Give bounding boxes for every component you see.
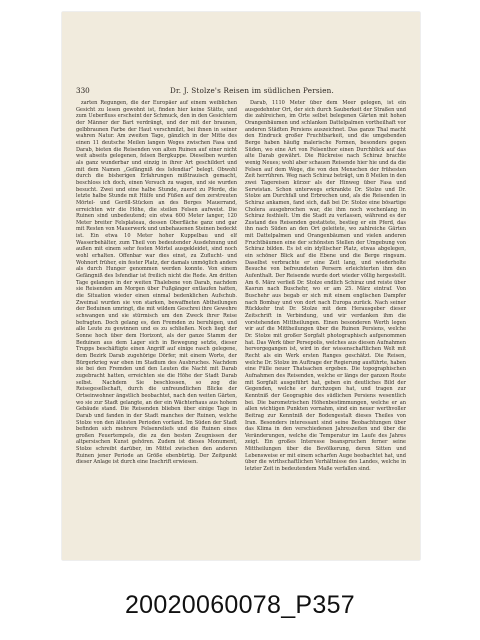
running-head: Dr. J. Stolze's Reisen im südlichen Persien. [169, 85, 334, 95]
page-number: 330 [76, 85, 90, 95]
document-page [62, 12, 420, 560]
left-column-text: zarten Regungen, die der Europäer auf einem weiblichen Gesicht zu lesen gewohnt ist, finden hier keine Stätte, und zum Ueberfluss erscheint der Schmuck, den in den Gesichtern der Männer der Bart verdrängt, und der mit der braunen, gelbbraunen Farbe der Haut verschmilzt, bei ihnen in seiner wahren Natur. Am zweiten Tage, gänzlich in der Mitte des einen 11 deutsche Meilen langen Weges zwischen Fasa und Darab, bieten die Reisenden von alten Ruinen auf einer nicht weit abseits gelegenen, felsen Bergkuppe. Dieselben wurden als ganz wunderbar und einzig in ihrer Art geschildert und mit dem Namen „Gefängniß des Isfendiar“ belegt. Obwohl durch die bisherigen Erfahrungen mißtrauisch gemacht, beschloss ich doch, einen Versuch zu wagen, und sie wurden besucht. Zwei und eine halbe Stunde, zuerst zu Pferde, die letzte halbe Stunde mit Hülfe und Füßen auf den zerstreuten Mörtel- und Geröll-Stücken an des Berges Mauerrand, erreichten wir die Höhe, die steilen Felsen aufweist. Die Ruinen sind unbedeutend; ein etwa 600 Meter langer, 120 Meter breiter Felsplateau, dessen Oberfläche ganz und gar mit Resten von Mauerwerk und unbehauenen Steinen bedeckt ist. Ein etwa 10 Meter hoher Kuppelbau und elf Wasserbehälter, zum Theil von bedeutender Ausdehnung und außen mit einem sehr festen Mörtel ausgekleidet, sind noch wohl erhalten. Offenbar war dies einst, zu Zuflucht- und Wohnort früher, ein fester Platz, der damals unmöglich anders als durch Hunger genommen werden konnte. Von einem Gefängniß des Isfendiar ist freilich nicht die Rede. Am dritten Tage gelangen in der weiten Thalebene von Darab, nachdem sie Reisenden am Morgen über Fußgänger entlaufen hatten, die Situation wieder einen einmal bedenklichen Aufschub. Zweimal wurden sie von starken, bewaffneten Abtheilungen der Beduinen umringt, die mit wildem Geschrei ihre Gewehre schwangen und sie stürmisch um den Zweck ihrer Reise befragten. Doch gelang es, den Fremden zu beruhigen, und alle Leute zu gewinnen und es zu schließen. Noch liegt der Sonne hoch über dem Horizont, als der ganze Stamm der Beduinen aus dem Lager sich in Bewegung setzte, dieser Trupps beschäftigte einen Angriff auf einige rasch gelegene, dem Bezirk Darab zugehörige Dörfer, mit einem Worte, der Bürgerkrieg war eben im Stadium des Ausbruches. Nachdem sie bei den Fremden und den Leuten die Nacht mit Darab zugebracht hatten, erreichten sie die Höhe der Stadt Darab selbst. Nachdem Sie beschlossen, so zog die Reisegesellschaft, durch die unfreundlichen Blicke der Ortseinwohner ängstlich beobachtet, nach den weiten Gärten, wo sie zur Stadt gelangte, an der ein Wächterhaus aus hohem Gebäude stand. Die Reisenden blieben über einige Tage in Darab und fanden in der Stadt manches der Ruinen, welche Stolze von den ältesten Perioden vorfand. Im Süden der Stadt befinden sich mehrere Felsenreliefs und die Ruinen eines großen Feuertempels, die zu den besten Zeugnissen der altpersischen Kunst gehören. Zudem ist dieses Monument, Stolze schreibt darüber, im Mittel zwischen den anderen Ruinen jener Periode an Größe ebenbürtig. Der Zeitpunkt dieser Anlage ist durch eine Inschrift erwiesen. [76, 100, 237, 466]
page-header [76, 84, 406, 96]
text-columns [76, 100, 406, 537]
left-column [76, 100, 237, 537]
right-column [245, 100, 406, 537]
scan-id-caption: 20020060078_P357 [124, 591, 356, 619]
right-column-text: Darab, 1110 Meter über dem Meer gelegen, ist ein ausgedehnter Ort, der sich durch Sauberkeit der Straßen und die zahlreichen, im Orte selbst belegenen Gärten mit hohen Orangenbäumen und schlanken Dattelpalmen vortheilhaft vor anderen Städten Persiens auszeichnet. Das ganze Thal macht den Eindruck großer Fruchtbarkeit, und die umgebenden Berge haben häufig malerische Formen, besonders gegen Süden, wo eine Art von Felsenthor einen Durchblick auf das alte Darab gewährt. Die Rückreise nach Schiraz brachte wenig Neues; wohl aber schauen Reisende hier hie und da die Felsen auf dem Wege, die von den Menschen der frühesten Zeit herrühren. Weg nach Schiraz beträgt, um 8 Meilen in den zwei Tagereisen kürzer als der Hinweg über Fasa und Serwistan. Schon unterwegs erkrankte Dr. Stolze und Dr. Stolze am Durchfall und Erbrechen und, als die Reisenden in Schiraz ankamen, fand sich, daß bei Dr. Stolze eine bösartige Cholera ausgebrochen war, die ihm noch wochenlang in Schiraz festhielt. Um die Stadt zu verlassen, während es der Zustand des Reisenden gestattete, bestieg er ein Pferd, das ihn nach Süden an den Ort geleitete, wo zahlreiche Gärten mit Dattelpalmen und Orangenbäumen und vielen anderen Fruchtbäumen eine der schönsten Stellen der Umgebung von Schiraz bilden. Es ist ein idyllischer Platz, etwas abgelegen, ein schöner Blick auf die Ebene und die Berge ringsum. Daselbst verbrachte er eine Zeit lang, und wiederholte Besuche von befreundeten Persern erleichterten ihm den Aufenthalt. Der Reisende wurde dort wieder völlig hergestellt. Am 6. März verließ Dr. Stolze endlich Schiraz und reiste über Kasrun nach Buschehr, wo er am 25. März eintraf. Von Buschehr aus begab er sich mit einem englischen Dampfer nach Bombay und von dort nach Europa zurück. Nach seiner Rückkehr trat Dr. Stolze mit dem Herausgeber dieser Zeitschrift in Verbindung, und wir verdanken ihm die vorstehenden Mittheilungen. Einen besonderen Werth legen wir auf die Mittheilungen über die Ruinen Persiens, welche Dr. Stolze mit großer Sorgfalt photographisch aufgenommen hat. Das Werk über Persepolis, welches aus diesen Aufnahmen hervorgegangen ist, wird in der wissenschaftlichen Welt mit Recht als ein Werk ersten Ranges geschätzt. Die Reisen, welche Dr. Stolze im Auftrage der Regierung ausführte, haben eine Fülle neuer Thatsachen ergeben. Die topographischen Aufnahmen des Reisenden, welche er längs der ganzen Route mit Sorgfalt ausgeführt hat, geben ein deutliches Bild der Gegenden, welche er durchzogen hat, und tragen zur Kenntniß der Geographie des südlichen Persiens wesentlich bei. Die barometrischen Höhenbestimmungen, welche er an allen wichtigen Punkten vornahm, sind ein neuer werthvoller Beitrag zur Kenntniß der Bodengestalt dieses Theiles von Iran. Besonders interessant sind seine Beobachtungen über das Klima in den verschiedenen Jahreszeiten und über die Veränderungen, welche die Temperatur im Laufe des Jahres zeigt. Ein großes Interesse beanspruchen ferner seine Mittheilungen über die Bevölkerung, deren Sitten und Lebensweise er mit einem scharfen Auge beobachtet hat, und über die wirthschaftlichen Verhältnisse des Landes, welche in letzter Zeit in bedeutendem Maße verfallen sind. [245, 100, 406, 473]
